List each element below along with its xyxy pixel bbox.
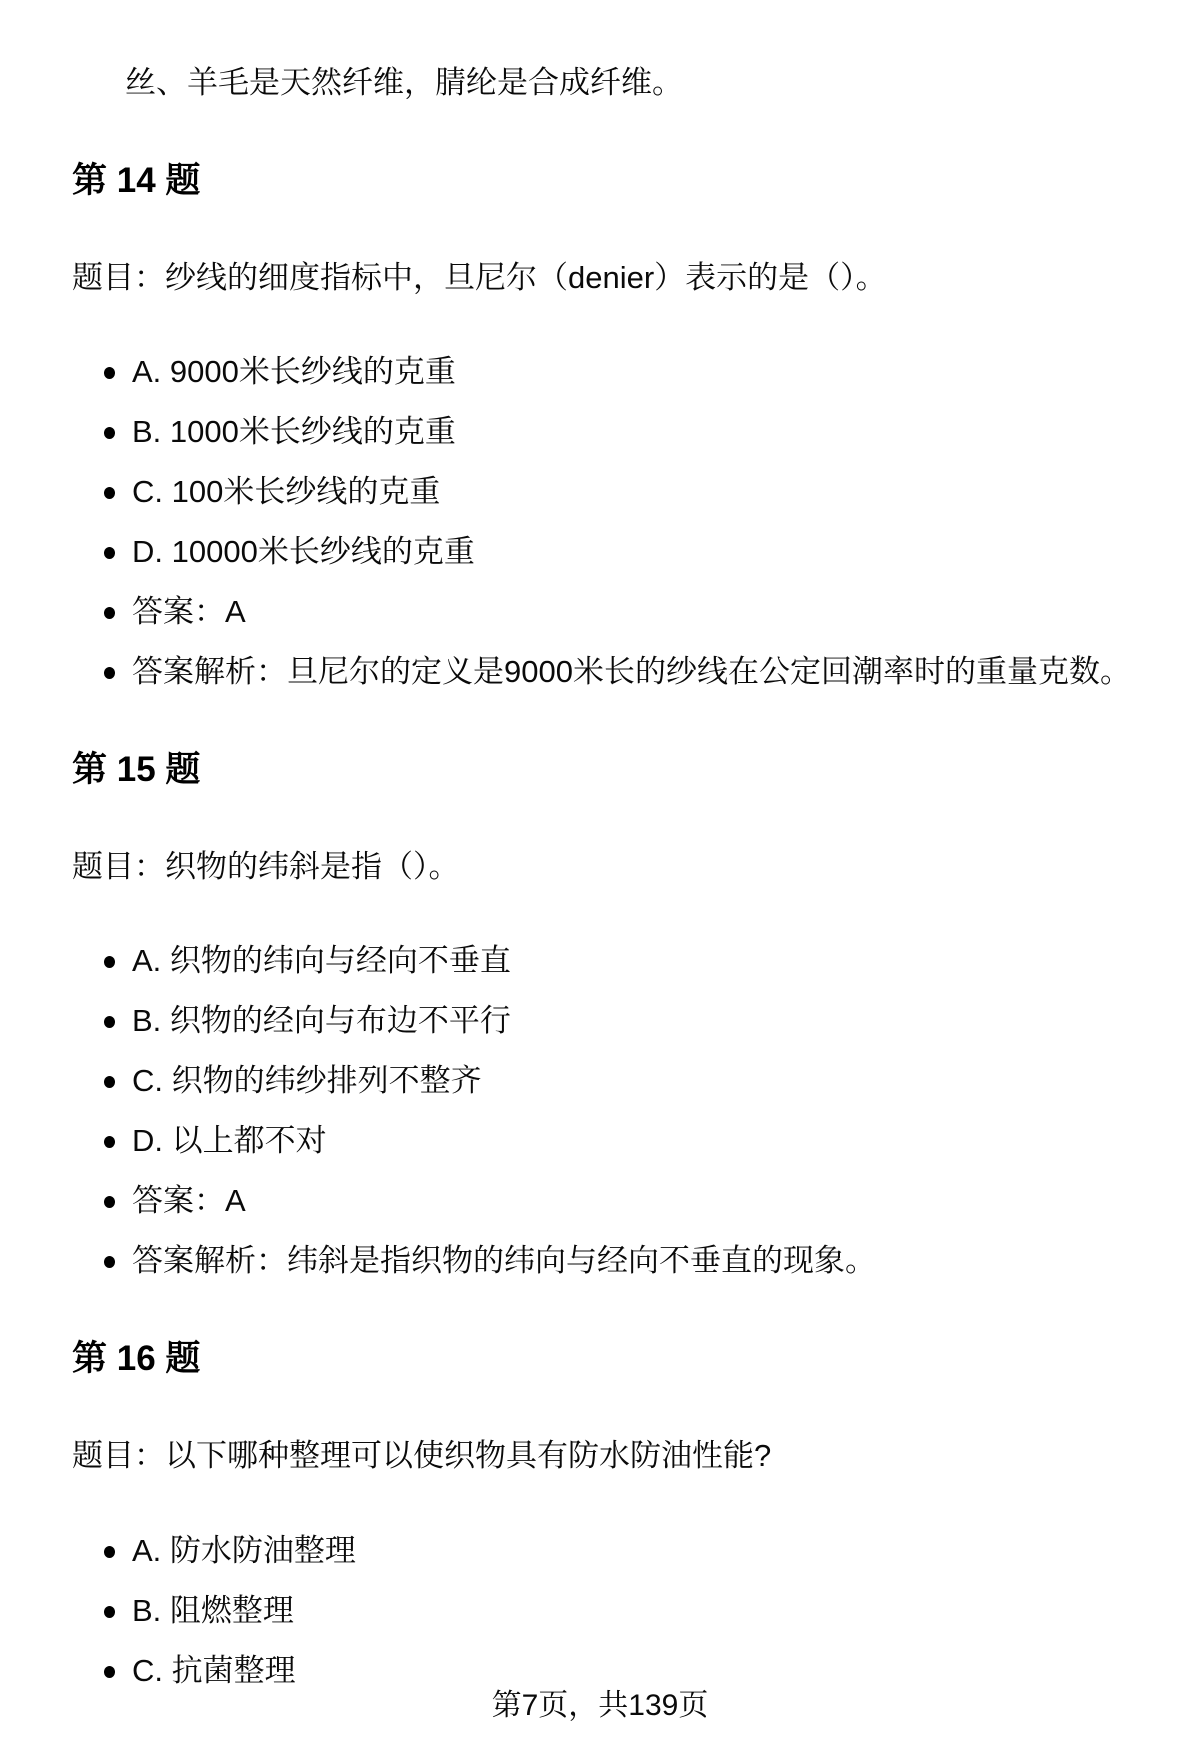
question-14-prompt: 题目：纱线的细度指标中，旦尼尔（denier）表示的是（）。 — [72, 260, 887, 295]
option-item-d: D. 以上都不对 — [132, 1119, 1160, 1163]
option-item-a: A. 防水防油整理 — [132, 1529, 1160, 1573]
question-15-list — [72, 939, 1160, 1283]
option-item-c: C. 抗菌整理 — [132, 1649, 1160, 1693]
answer-item: 答案：A — [132, 1179, 1160, 1223]
question-14-heading: 第 14 题 — [72, 161, 201, 200]
option-item-a: A. 织物的纬向与经向不垂直 — [132, 939, 1160, 983]
option-item-b: B. 1000米长纱线的克重 — [132, 410, 1160, 454]
option-item-b: B. 织物的经向与布边不平行 — [132, 999, 1160, 1043]
page-number: 第7页，共139页 — [491, 1689, 709, 1722]
question-15-prompt: 题目：织物的纬斜是指（）。 — [72, 849, 460, 884]
option-item-a: A. 9000米长纱线的克重 — [132, 350, 1160, 394]
question-14-list — [72, 350, 1160, 694]
option-item-c: C. 织物的纬纱排列不整齐 — [132, 1059, 1160, 1103]
question-block-14 — [72, 158, 1160, 694]
question-15-heading: 第 15 题 — [72, 750, 201, 789]
option-item-b: B. 阻燃整理 — [132, 1589, 1160, 1633]
question-16-prompt: 题目：以下哪种整理可以使织物具有防水防油性能? — [72, 1438, 772, 1473]
continuation-text: 丝、羊毛是天然纤维，腈纶是合成纤维。 — [125, 65, 683, 100]
explanation-item: 答案解析：旦尼尔的定义是9000米长的纱线在公定回潮率时的重量克数。 — [132, 650, 1160, 694]
option-item-d: D. 10000米长纱线的克重 — [132, 530, 1160, 574]
option-item-c: C. 100米长纱线的克重 — [132, 470, 1160, 514]
question-16-list — [72, 1529, 1160, 1693]
question-block-16 — [72, 1336, 1160, 1693]
explanation-item: 答案解析：纬斜是指织物的纬向与经向不垂直的现象。 — [132, 1239, 1160, 1283]
question-16-heading: 第 16 题 — [72, 1339, 201, 1378]
question-block-15 — [72, 747, 1160, 1283]
answer-item: 答案：A — [132, 590, 1160, 634]
